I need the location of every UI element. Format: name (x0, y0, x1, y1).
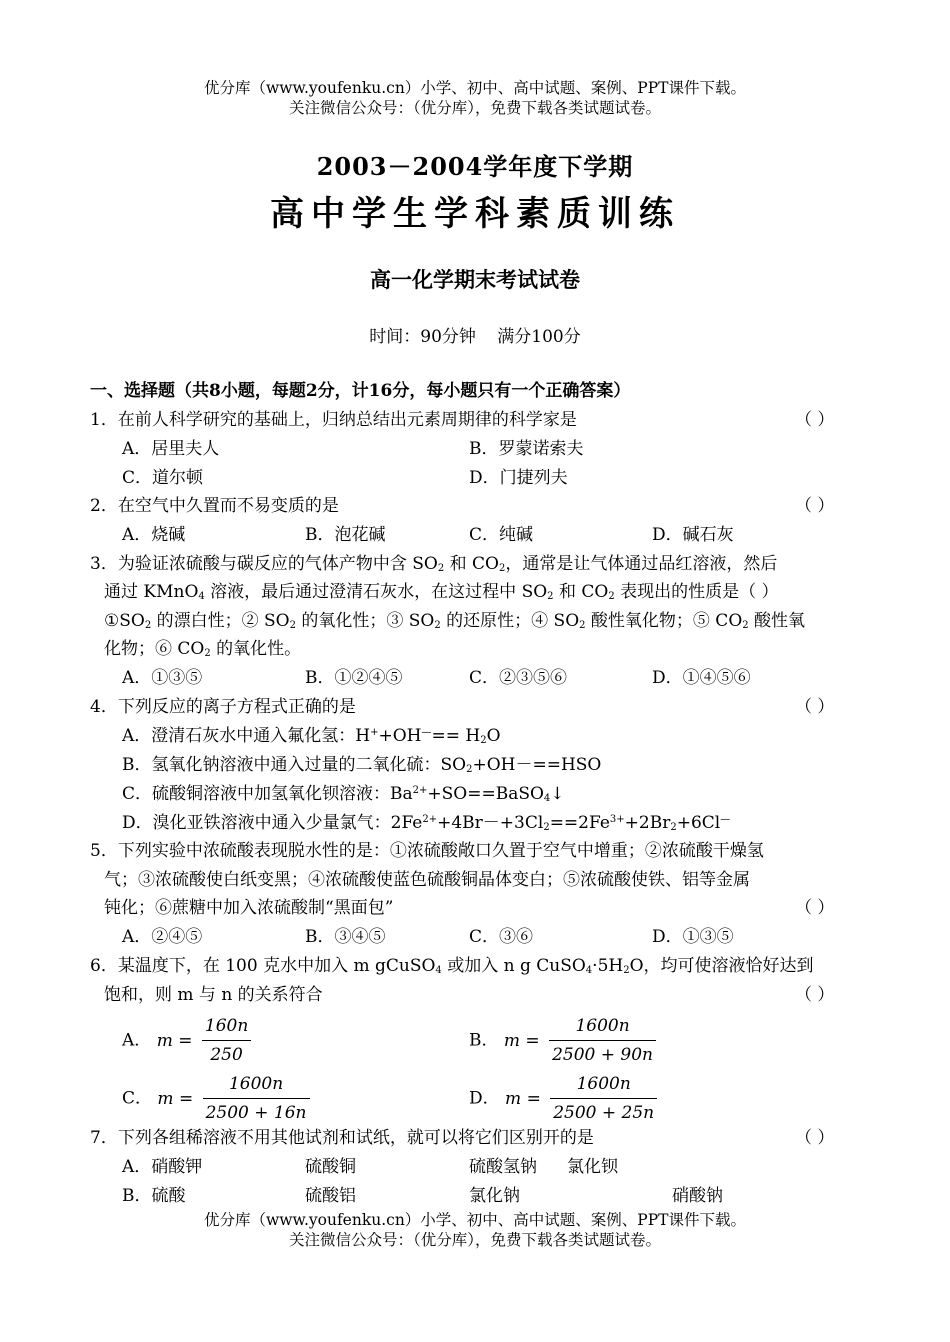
q4-option-d: D．溴化亚铁溶液中通入少量氯气：$2Fe^{2+}+4Br-+3Cl_2==2Fe^{3+}+2Br_2+6Cl^—$ (122, 813, 731, 833)
q5-option-d: D．①③⑤ (652, 927, 734, 947)
q6-option-a-fraction: $\frac{160n}{250}$ (202, 1014, 251, 1067)
q2-option-a: A．烧碱 (122, 525, 186, 545)
q6-stem-line-2: 饱和，则 m 与 n 的关系符合 (104, 985, 323, 1005)
title-main: 高中学生学科素质训练 (270, 194, 680, 234)
title-year: 2003－2004学年度下学期 (316, 152, 634, 181)
q7-option-a-3: 硫酸氢钠 (469, 1157, 537, 1177)
q7-option-a-2: 硫酸铜 (305, 1157, 356, 1177)
q6-stem-line-1: 6．某温度下，在 100 克水中加入 m gCuSO$_4$ 或加入 n g $CuSO_4\cdot 5H_2O$，均可使溶液恰好达到 (90, 956, 814, 976)
q1-option-c: C．道尔顿 (122, 468, 204, 488)
q1-option-a: A．居里夫人 (122, 439, 220, 459)
q6-option-c-fraction: $\frac{1600n}{2500 + 16n}$ (203, 1072, 310, 1125)
q7-answer-paren: （ ） (795, 1128, 835, 1148)
q3-option-d: D．①④⑤⑥ (652, 668, 751, 688)
q7-option-a-4: 氯化钡 (567, 1157, 618, 1177)
q7-option-b-2: 硫酸铝 (305, 1186, 356, 1206)
q6-option-b: B． m = $\frac{1600n}{2500 + 90n}$ (469, 1014, 656, 1067)
q3-stem-line-1: 3．为验证浓硫酸与碳反应的气体产物中含 $SO_2$ 和 $CO_2$，通常是让气体通过品红溶液，然后 (90, 554, 778, 574)
q5-stem-line-1: 5．下列实验中浓硫酸表现脱水性的是：①浓硫酸敞口久置于空气中增重；②浓硫酸干燥氢 (90, 841, 764, 861)
q2-answer-paren: （ ） (795, 496, 835, 516)
q1-option-b: B．罗蒙诺索夫 (469, 439, 584, 459)
q6-option-c: C． m = $\frac{1600n}{2500 + 16n}$ (122, 1072, 310, 1125)
title-sub: 高一化学期末考试试卷 (370, 267, 580, 292)
q5-answer-paren: （ ） (795, 898, 835, 918)
q6-option-d-fraction: $\frac{1600n}{2500 + 25n}$ (550, 1072, 657, 1125)
q6-answer-paren: （ ） (795, 985, 835, 1005)
q5-option-a: A．②④⑤ (122, 927, 203, 947)
q3-stem-line-3: $①SO_2$ 的漂白性；② $SO_2$ 的氧化性；③ $SO_2$ 的还原性；④ $SO_2$ 酸性氧化物；⑤ $CO_2$ 酸性氧 (104, 611, 806, 631)
q3-option-b: B．①②④⑤ (305, 668, 403, 688)
footer-line-1: 优分库（www.youfenku.cn）小学、初中、高中试题、案例、PPT课件下载。 (203, 1211, 747, 1229)
q4-stem: 4．下列反应的离子方程式正确的是 (90, 697, 356, 717)
q2-option-d: D．碱石灰 (652, 525, 734, 545)
q5-stem-line-2: 气；③浓硫酸使白纸变黑；④浓硫酸使蓝色硫酸铜晶体变白；⑤浓硫酸使铁、铝等金属 (104, 870, 750, 890)
q7-option-b-4: 硝酸钠 (672, 1186, 723, 1206)
q7-stem: 7．下列各组稀溶液不用其他试剂和试纸，就可以将它们区别开的是 (90, 1128, 594, 1148)
q1-stem: 1．在前人科学研究的基础上，归纳总结出元素周期律的科学家是 (90, 410, 577, 430)
q5-option-b: B．③④⑤ (305, 927, 386, 947)
q6-option-d: D． m = $\frac{1600n}{2500 + 25n}$ (469, 1072, 657, 1125)
q7-option-b-1: B．硫酸 (122, 1186, 186, 1206)
section-1-heading: 一、选择题（共8小题，每题2分，计16分，每小题只有一个正确答案） (90, 381, 631, 401)
header-line-2: 关注微信公众号：（优分库），免费下载各类试题试卷。 (288, 99, 661, 117)
exam-time: 时间：90分钟 (369, 327, 476, 347)
q6-option-a: A． m = $\frac{160n}{250}$ (122, 1014, 251, 1067)
q3-option-c: C．②③⑤⑥ (469, 668, 568, 688)
q4-answer-paren: （ ） (795, 697, 835, 717)
q4-option-c: C．硫酸铜溶液中加氢氧化钡溶液：$Ba^{2+}+SO==BaSO_4↓$ (122, 784, 565, 804)
footer-line-2: 关注微信公众号：（优分库），免费下载各类试题试卷。 (288, 1231, 661, 1249)
q7-option-b-3: 氯化钠 (469, 1186, 520, 1206)
q7-option-a-1: A．硝酸钾 (122, 1157, 203, 1177)
q6-option-b-fraction: $\frac{1600n}{2500 + 90n}$ (549, 1014, 656, 1067)
q3-stem-line-2: 通过 KMnO$_4$ 溶液，最后通过澄清石灰水，在这过程中 $SO_2$ 和 $CO_2$ 表现出的性质是（ ） (104, 582, 779, 602)
q3-stem-line-4: 化物；⑥ $CO_2$ 的氧化性。 (104, 639, 302, 659)
q4-option-a: A．澄清石灰水中通入氟化氢：$H^++OH^—== H_2O$ (122, 726, 501, 746)
q1-option-d: D．门捷列夫 (469, 468, 568, 488)
exam-info (0, 322, 950, 347)
q2-stem: 2．在空气中久置而不易变质的是 (90, 496, 339, 516)
q4-option-b: B．氢氧化钠溶液中通入过量的二氧化硫：$SO_2+OH-==HSO$ (122, 755, 602, 775)
q1-answer-paren: （ ） (795, 410, 835, 430)
q2-option-b: B．泡花碱 (305, 525, 386, 545)
header-line-1: 优分库（www.youfenku.cn）小学、初中、高中试题、案例、PPT课件下载。 (203, 79, 747, 97)
q3-option-a: A．①③⑤ (122, 668, 203, 688)
q2-option-c: C．纯碱 (469, 525, 534, 545)
q5-stem-line-3: 钝化；⑥蔗糖中加入浓硫酸制“黑面包” (104, 898, 394, 918)
exam-score: 满分100分 (497, 327, 581, 347)
q5-option-c: C．③⑥ (469, 927, 534, 947)
